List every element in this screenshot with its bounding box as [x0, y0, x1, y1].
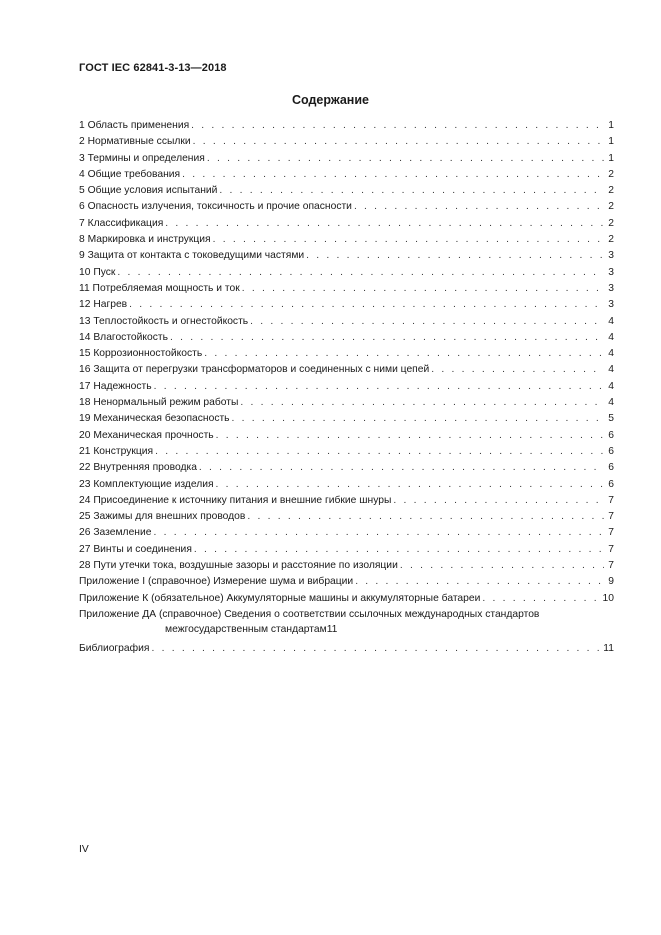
toc-item-page: 1: [608, 136, 614, 148]
toc-item-page: 3: [608, 282, 614, 294]
toc-item-page: 11: [603, 642, 614, 654]
toc-item-title: 3 Термины и определения: [79, 152, 205, 164]
toc-item-page: 2: [608, 168, 614, 180]
toc-item[interactable]: [79, 542, 614, 558]
toc-item[interactable]: [79, 199, 614, 215]
toc-item-page: 2: [608, 201, 614, 213]
toc-item-page: 7: [608, 494, 614, 506]
toc-item-title: 8 Маркировка и инструкция: [79, 234, 211, 246]
toc-item[interactable]: [79, 330, 614, 346]
toc-leader: [170, 330, 604, 346]
toc-item-page: 9: [608, 576, 614, 588]
toc-item-page: 6: [608, 429, 614, 441]
toc-item[interactable]: [79, 265, 614, 281]
toc-item-page: 10: [602, 592, 614, 604]
toc-item-page: 3: [608, 299, 614, 311]
toc-item-title: 2 Нормативные ссылки: [79, 136, 191, 148]
toc-item-title: 5 Общие условия испытаний: [79, 185, 218, 197]
toc-item-page: 4: [608, 315, 614, 327]
toc-item[interactable]: [79, 281, 614, 297]
toc-item[interactable]: [79, 314, 614, 330]
toc-item[interactable]: [79, 509, 614, 525]
toc-item[interactable]: [79, 134, 614, 150]
toc-item-page: 4: [608, 364, 614, 376]
toc-leader: [129, 297, 604, 313]
toc-item-title: 17 Надежность: [79, 380, 152, 392]
toc-leader: [431, 362, 604, 378]
toc-item-title: 14 Влагостойкость: [79, 331, 168, 343]
toc-item-page: 1: [608, 152, 614, 164]
toc-item-title: 23 Комплектующие изделия: [79, 478, 214, 490]
toc-item[interactable]: [79, 248, 614, 264]
toc-item-page: 6: [608, 478, 614, 490]
toc-leader: [219, 183, 604, 199]
toc-leader: [354, 199, 604, 215]
toc-item-page: 1: [608, 120, 614, 131]
toc-item-title: Приложение I (справочное) Измерение шума и вибрации: [79, 576, 354, 588]
page-number: IV: [79, 844, 89, 855]
toc-item-title: 20 Механическая прочность: [79, 429, 214, 441]
toc-leader: [393, 493, 604, 509]
toc-item[interactable]: [79, 151, 614, 167]
toc-item-title: 12 Нагрев: [79, 299, 128, 311]
toc-item-annex-da[interactable]: [79, 607, 614, 641]
toc-item-title: 10 Пуск: [79, 266, 116, 278]
toc-leader: [117, 265, 604, 281]
toc-item-page: 4: [608, 397, 614, 409]
toc-leader: [154, 379, 604, 395]
toc-item[interactable]: [79, 118, 614, 134]
toc-item-title: 28 Пути утечки тока, воздушные зазоры и расстояние по изоляции: [79, 560, 398, 572]
toc-item-page: 3: [608, 266, 614, 278]
toc-leader: [191, 118, 604, 134]
table-of-contents: [79, 118, 614, 657]
toc-item-title: 11 Потребляемая мощность и ток: [79, 282, 240, 294]
toc-item[interactable]: [79, 525, 614, 541]
toc-leader: [216, 477, 604, 493]
toc-item-title: 4 Общие требования: [79, 168, 181, 180]
toc-item-bibliography[interactable]: [79, 641, 614, 657]
toc-leader: [193, 134, 604, 150]
toc-item-title: 7 Классификация: [79, 217, 164, 229]
toc-item[interactable]: [79, 362, 614, 378]
toc-item-page: 3: [608, 250, 614, 262]
toc-item-page: 5: [608, 413, 614, 425]
toc-item-title: 21 Конструкция: [79, 445, 154, 457]
toc-item[interactable]: [79, 167, 614, 183]
toc-item-page: 2: [608, 185, 614, 197]
toc-item-page: 7: [608, 511, 614, 523]
toc-item-title: 26 Заземление: [79, 527, 152, 539]
toc-item-title: 6 Опасность излучения, токсичность и прочие опасности: [79, 201, 352, 213]
toc-title: Содержание: [291, 93, 369, 107]
toc-leader: [355, 574, 604, 590]
toc-leader: [155, 444, 604, 460]
toc-leader: [204, 346, 604, 362]
toc-leader: [400, 558, 604, 574]
toc-item-title: 9 Защита от контакта с токоведущими частями: [79, 250, 305, 262]
toc-item-page: 2: [608, 234, 614, 246]
toc-item[interactable]: [79, 411, 614, 427]
toc-leader: [165, 216, 604, 232]
toc-leader: [232, 411, 604, 427]
toc-item[interactable]: [79, 379, 614, 395]
toc-item-title: 1 Область применения: [79, 120, 190, 131]
toc-item[interactable]: [79, 232, 614, 248]
toc-item-page: 4: [608, 380, 614, 392]
toc-item-title: 24 Присоединение к источнику питания и внешние гибкие шнуры: [79, 494, 392, 506]
toc-item-page: 2: [608, 217, 614, 229]
toc-leader: [207, 151, 604, 167]
toc-item-title: Приложение К (обязательное) Аккумуляторные машины и аккумуляторные батареи: [79, 592, 481, 604]
toc-item-page: 7: [608, 560, 614, 572]
toc-leader: [247, 509, 604, 525]
toc-item[interactable]: [79, 297, 614, 313]
toc-item[interactable]: [79, 444, 614, 460]
standard-code: ГОСТ IEC 62841-3-13—2018: [79, 62, 227, 74]
toc-item-title: 27 Винты и соединения: [79, 543, 192, 555]
toc-item-title: Библиография: [79, 642, 150, 654]
toc-item-title: Приложение ДА (справочное) Сведения о соответствии ссылочных международных стандартов: [79, 608, 540, 620]
toc-item[interactable]: [79, 183, 614, 199]
toc-item[interactable]: [79, 216, 614, 232]
toc-item-title: 18 Ненормальный режим работы: [79, 397, 239, 409]
toc-item-title: 16 Защита от перегрузки трансформаторов и соединенных с ними цепей: [79, 364, 430, 376]
toc-leader: [151, 641, 601, 657]
toc-item-page: 4: [608, 348, 614, 360]
toc-item[interactable]: [79, 574, 614, 590]
toc-item-page: 7: [608, 527, 614, 539]
toc-leader: [306, 248, 604, 264]
toc-leader: [213, 232, 604, 248]
toc-item[interactable]: [79, 477, 614, 493]
toc-item-title: 19 Механическая безопасность: [79, 413, 230, 425]
toc-item[interactable]: [79, 460, 614, 476]
toc-item-page: 6: [608, 445, 614, 457]
toc-item[interactable]: [79, 591, 614, 607]
toc-leader: [216, 428, 604, 444]
toc-item-page: 11: [326, 623, 338, 635]
toc-item[interactable]: [79, 428, 614, 444]
toc-leader: [240, 395, 604, 411]
toc-item[interactable]: [79, 493, 614, 509]
toc-item-title: 25 Зажимы для внешних проводов: [79, 511, 246, 523]
toc-item-page: 6: [608, 462, 614, 474]
toc-item-title: 22 Внутренняя проводка: [79, 462, 197, 474]
toc-item-title: 15 Коррозионностойкость: [79, 348, 203, 360]
toc-leader: [194, 542, 604, 558]
toc-item[interactable]: [79, 558, 614, 574]
toc-item-page: 7: [608, 543, 614, 555]
toc-leader: [182, 167, 604, 183]
toc-leader: [482, 591, 600, 607]
toc-leader: [153, 525, 604, 541]
toc-leader: [250, 314, 604, 330]
toc-item[interactable]: [79, 346, 614, 362]
toc-item-title-continuation: межгосударственным стандартам: [165, 623, 327, 635]
toc-item[interactable]: [79, 395, 614, 411]
toc-item-page: 4: [608, 331, 614, 343]
toc-item-title: 13 Теплостойкость и огнестойкость: [79, 315, 249, 327]
toc-leader: [199, 460, 604, 476]
toc-leader: [242, 281, 604, 297]
